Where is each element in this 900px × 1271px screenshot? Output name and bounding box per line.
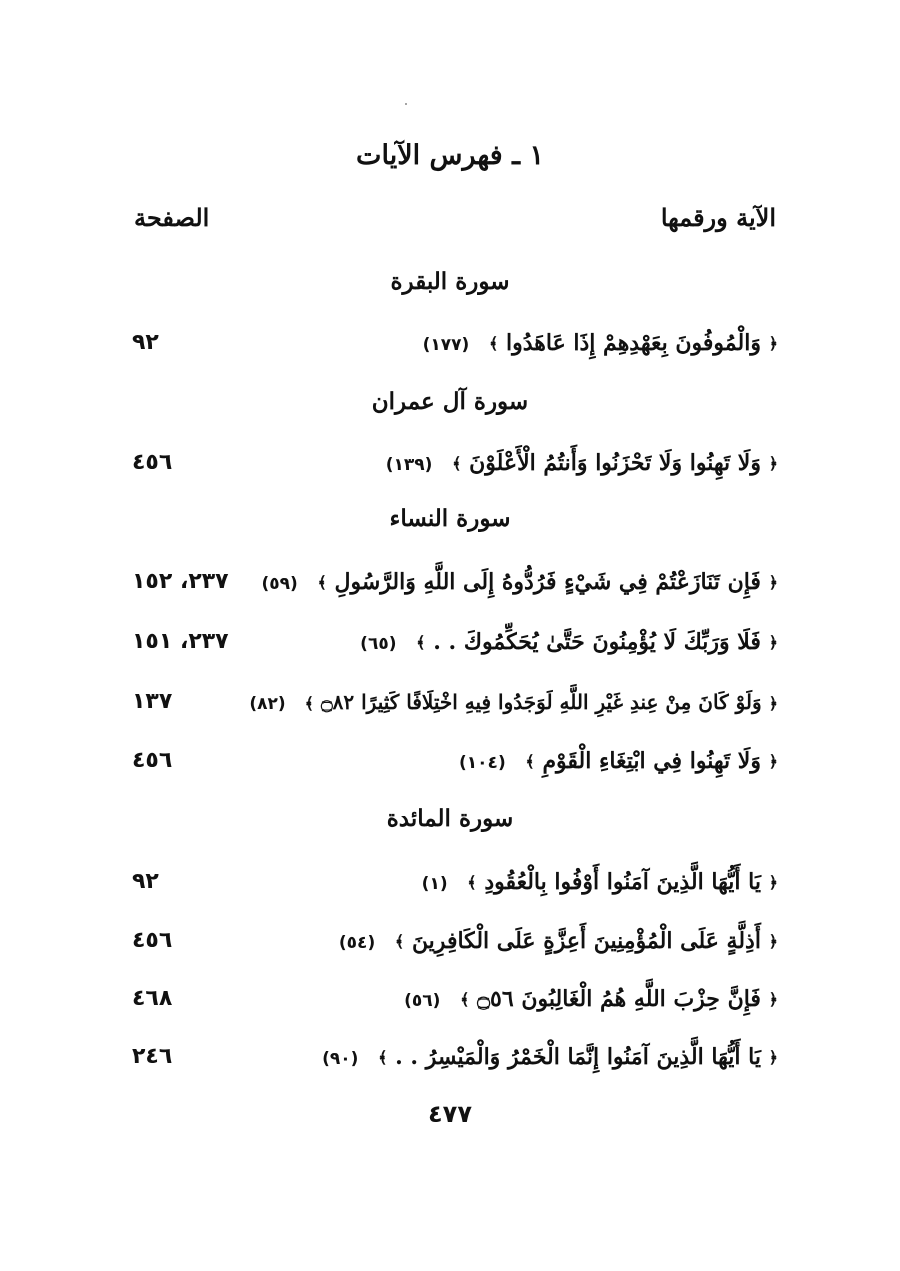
verse-number: (٥٤) — [338, 933, 376, 953]
verse-entry — [322, 1037, 778, 1079]
verse-text: يَا أَيُّهَا الَّذِينَ آمَنُوا أَوْفُوا بِالْعُقُودِ — [484, 869, 761, 895]
verse-row — [120, 622, 778, 662]
verse-row — [120, 682, 778, 722]
verse-number: (٩٠) — [322, 1049, 359, 1069]
verse-text: وَلَا تَهِنُوا وَلَا تَحْزَنُوا وَأَنتُمُ الْأَعْلَوْنَ — [469, 450, 761, 476]
page-reference: ٤٥٦ — [132, 928, 173, 953]
verse-number: (١) — [421, 874, 448, 894]
bracket-open-icon: ﴿ — [768, 752, 778, 771]
verse-number: (١٣٩) — [385, 455, 433, 475]
bracket-close-icon: ﴾ — [416, 633, 426, 652]
page-reference: ٢٣٧، ١٥١ — [132, 629, 229, 654]
bracket-close-icon: ﴾ — [452, 454, 462, 473]
bracket-close-icon: ﴾ — [317, 573, 327, 592]
verse-number: (٥٩) — [261, 574, 298, 594]
verse-row — [120, 443, 778, 483]
verse-entry — [339, 921, 778, 963]
bracket-close-icon: ﴾ — [378, 1048, 388, 1067]
verse-row — [120, 979, 778, 1019]
page-reference: ٢٤٦ — [132, 1044, 173, 1069]
page-title: ١ ـ فهرس الآيات — [356, 140, 544, 171]
page-column-header: الصفحة — [134, 203, 210, 232]
page-reference: ٤٥٦ — [132, 450, 173, 475]
page-reference: ١٣٧ — [132, 689, 173, 714]
verse-text: وَلَا تَهِنُوا فِي ابْتِغَاءِ الْقَوْمِ — [542, 748, 761, 774]
verse-entry — [261, 562, 778, 604]
bracket-open-icon: ﴿ — [768, 633, 778, 652]
verse-text: فَإِن تَنَازَعْتُمْ فِي شَيْءٍ فَرُدُّوهُ إِلَى اللَّهِ وَالرَّسُولِ — [334, 569, 761, 595]
bracket-close-icon: ﴾ — [488, 334, 499, 353]
surah-heading-baqarah: سورة البقرة — [390, 268, 510, 295]
bracket-open-icon: ﴿ — [768, 334, 778, 353]
bracket-close-icon: ﴾ — [525, 752, 535, 771]
surah-heading-nisa: سورة النساء — [389, 505, 511, 532]
bracket-open-icon: ﴿ — [768, 990, 778, 1009]
verse-text: وَالْمُوفُونَ بِعَهْدِهِمْ إِذَا عَاهَدُوا — [506, 330, 761, 356]
verse-number: (٥٦) — [404, 991, 441, 1011]
page-number: ٤٧٧ — [428, 1100, 472, 1128]
verse-number: (١٠٤) — [459, 753, 506, 773]
bracket-open-icon: ﴿ — [768, 932, 778, 951]
verse-text: أَذِلَّةٍ عَلَى الْمُؤْمِنِينَ أَعِزَّةٍ عَلَى الْكَافِرِينَ — [411, 928, 761, 954]
verse-number: (١٧٧) — [422, 335, 470, 355]
verse-row — [120, 1037, 778, 1077]
verse-entry — [423, 323, 778, 365]
page-reference: ٩٢ — [132, 869, 159, 894]
verse-column-header: الآية ورقمها — [660, 203, 776, 232]
verse-number: (٨٢) — [249, 694, 286, 714]
bracket-open-icon: ﴿ — [768, 573, 778, 592]
verse-entry — [422, 862, 778, 904]
verse-text: يَا أَيُّهَا الَّذِينَ آمَنُوا إِنَّمَا الْخَمْرُ وَالْمَيْسِرُ . . — [395, 1044, 761, 1070]
verse-text: وَلَوْ كَانَ مِنْ عِندِ غَيْرِ اللَّهِ لَوَجَدُوا فِيهِ اخْتِلَافًا كَثِيرًا ۝٨٢ — [320, 690, 762, 714]
surah-heading-maidah: سورة المائدة — [386, 805, 514, 832]
bracket-open-icon: ﴿ — [768, 873, 778, 892]
scan-speck — [405, 103, 407, 105]
verse-text: فَإِنَّ حِزْبَ اللَّهِ هُمُ الْغَالِبُونَ ۝٥٦ — [477, 986, 761, 1012]
surah-heading-al-imran: سورة آل عمران — [371, 388, 529, 415]
bracket-close-icon: ﴾ — [460, 990, 470, 1009]
page-reference: ٩٢ — [132, 330, 159, 355]
bracket-open-icon: ﴿ — [768, 693, 778, 713]
verse-text: فَلَا وَرَبِّكَ لَا يُؤْمِنُونَ حَتَّىٰ يُحَكِّمُوكَ . . — [433, 629, 761, 655]
page-reference: ٢٣٧، ١٥٢ — [132, 569, 229, 594]
bracket-close-icon: ﴾ — [467, 873, 477, 892]
bracket-close-icon: ﴾ — [304, 693, 314, 713]
page-reference: ٤٥٦ — [132, 748, 173, 773]
verse-entry — [249, 682, 778, 724]
page-reference: ٤٦٨ — [132, 986, 173, 1011]
verse-entry — [459, 741, 778, 783]
bracket-open-icon: ﴿ — [768, 454, 778, 473]
verse-row — [120, 323, 778, 363]
verse-row — [120, 562, 778, 602]
verse-row — [120, 741, 778, 781]
verse-entry — [404, 979, 778, 1021]
verse-row — [120, 921, 778, 961]
bracket-close-icon: ﴾ — [394, 932, 405, 951]
verse-entry — [360, 622, 778, 664]
bracket-open-icon: ﴿ — [768, 1048, 778, 1067]
verse-entry — [386, 443, 778, 485]
verse-number: (٦٥) — [360, 634, 397, 654]
verse-row — [120, 862, 778, 902]
